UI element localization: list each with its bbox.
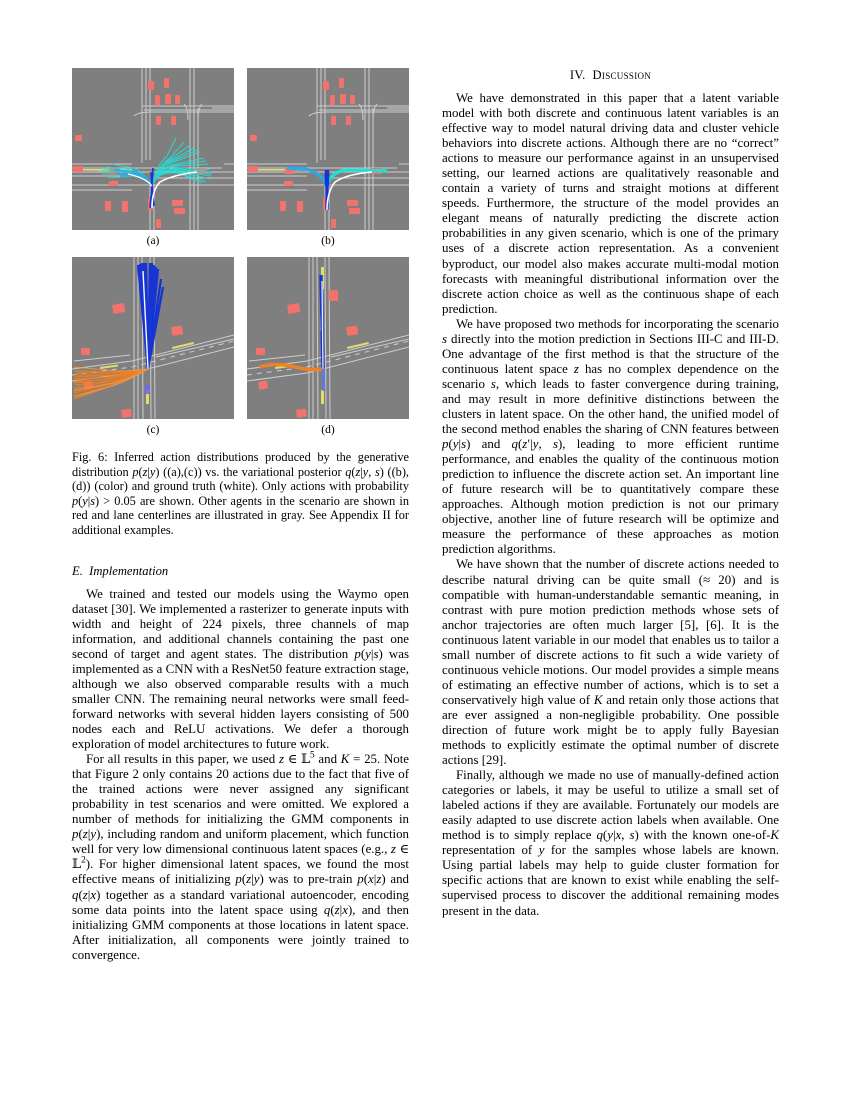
- figure-row-top: [72, 68, 409, 253]
- scene-d-svg: [247, 257, 409, 419]
- figure-panel-d: [247, 257, 409, 442]
- figure-caption: Fig. 6: Inferred action distributions produced by the generative distribution p(z|y) ((a),(c)) vs. the variational posterior q(z|y, s) ((b),(d)) (color) and ground truth (white). Only actions with probability p(y|s) > 0.05 are shown. Other agents in the scenario are shown in red and lane centerlines are illustrated in gray. See Appendix II for additional examples.: [72, 450, 409, 537]
- panel-a-image: [72, 68, 234, 230]
- panel-c-image: [72, 257, 234, 419]
- section-heading-discussion: [442, 68, 779, 83]
- scene-b-svg: [247, 68, 409, 230]
- right-column: [442, 68, 779, 1038]
- paragraph-implementation-1: We trained and tested our models using the Waymo open dataset [30]. We implemented a rasterizer to generate inputs with width and height of 224 pixels, three channels of map information, and additional channels containing the past one second of target and agent states. The distribution p(y|s) was implemented as a CNN with a ResNet50 feature extraction stage, although we also observed comparable results with a much smaller CNN. The remaining neural networks were small feed-forward networks with several hidden layers consisting of 500 nodes each and ReLU activations. We defer a thorough exploration of model architectures to future work.: [72, 586, 409, 752]
- panel-b-label: (b): [321, 235, 335, 247]
- section-heading-implementation: [72, 564, 409, 579]
- purple-stub-c: [144, 385, 150, 394]
- paragraph-discussion-1: We have demonstrated in this paper that a latent variable model with both discrete and continuous latent variables is an effective way to model natural driving data and cluster vehicle behaviors into discrete actions. Although there are no “correct” actions to measure our performance against in an unsupervised setting, our learned actions are qualitatively reasonable and contain a variety of turns and straight motions at different speeds. Furthermore, the structure of the model provides an elegant means of naturally predicting the discrete action probabilities in any given scenario, which is one of the primary uses of a discrete action representation. As a convenient byproduct, our model also makes accurate multi-modal motion forecasts with meaningful distributional information over the discrete action choice as well as the continuous shape of each prediction.: [442, 91, 779, 316]
- figure-panel-b: [247, 68, 409, 253]
- panel-b-image: [247, 68, 409, 230]
- figure-6: [72, 68, 409, 538]
- figure-panel-a: [72, 68, 234, 253]
- section-title-discussion: Discussion: [592, 68, 652, 82]
- section-number: IV.: [569, 68, 586, 82]
- panel-a-label: (a): [146, 235, 160, 247]
- section-title: Implementation: [89, 563, 169, 578]
- paragraph-discussion-3: We have shown that the number of discrete actions needed to describe natural driving can be quite small (≈ 20) and is compatible with human-understandable semantic meaning, in contrast with pure motion prediction methods whose sets of anchor trajectories are often much larger [5], [6]. It is the continuous latent variable in our model that enables us to tailor a small number of discrete actions to fit such a wide variety of continuous vehicle motions. Our model provides a simple means of estimating an effective number of actions, which is to set a conservatively high value of K and retain only those actions that are ever assigned a non-negligible probability. One possible direction of future work might be to apply fully Bayesian methods to explicitly estimate the optimal number of discrete actions [29].: [442, 557, 779, 768]
- two-column-layout: [72, 68, 780, 1038]
- figure-row-bottom: [72, 257, 409, 442]
- paragraph-discussion-2: We have proposed two methods for incorporating the scenario s directly into the motion prediction in Sections III-C and III-D. One advantage of the first method is that the structure of the continuous latent space z has no complex dependence on the scenario s, which leads to faster convergence during training, and may result in more definitive distinctions between the clusters in latent space. On the other hand, the unified model of the second method enables the sharing of CNN features between p(y|s) and q(z′|y, s), leading to more efficient runtime performance, and enables the quality of the continuous motion prediction to influence the discrete action set. An important line of future research will be to quantitatively compare these approaches. Although motion prediction is not our primary objective, another line of future research will be optimize and measure the performance of these approaches as motion prediction algorithms.: [442, 316, 779, 557]
- section-label: E.: [72, 563, 83, 578]
- scene-a-svg: [72, 68, 234, 230]
- paragraph-discussion-4: Finally, although we made no use of manually-defined action categories or labels, it may be useful to utilize a small set of labeled actions if they are available. Fortunately our models are easily adapted to use discrete action labels when available. One method is to simply replace q(y|x, s) with the known one-of-K representation of y for the samples whose labels are known. Using partial labels may help to guide cluster formation for specific actions that are known to exist while enabling the self-supervised process to discover the additional remaining modes present in the data.: [442, 768, 780, 918]
- paragraph-implementation-2: For all results in this paper, we used z ∈ 𝕃$^5$ and K = 25. Note that Figure 2 only contains 20 actions due to the fact that five of the trained actions were never assigned any significant probability in test scenarios and were omitted. We explored a number of methods for initializing the GMM components in p(z|y), including random and uniform placement, which function well for very low dimensional continuous latent spaces (e.g., z ∈ 𝕃$^2$). For higher dimensional latent spaces, we found the most effective means of initializing p(z|y) was to pre-train p(x|z) and q(z|x) together as a standard variational autoencoder, encoding some data points into the latent space using q(z|x), and then initializing GMM components at those locations in latent space. After initialization, all components were jointly trained to convergence.: [72, 750, 410, 962]
- figure-panel-c: [72, 257, 234, 442]
- left-column: [72, 68, 409, 1038]
- panel-d-image: [247, 257, 409, 419]
- scene-c-svg: [72, 257, 234, 419]
- panel-c-label: (c): [146, 423, 160, 436]
- panel-d-label: (d): [321, 423, 335, 436]
